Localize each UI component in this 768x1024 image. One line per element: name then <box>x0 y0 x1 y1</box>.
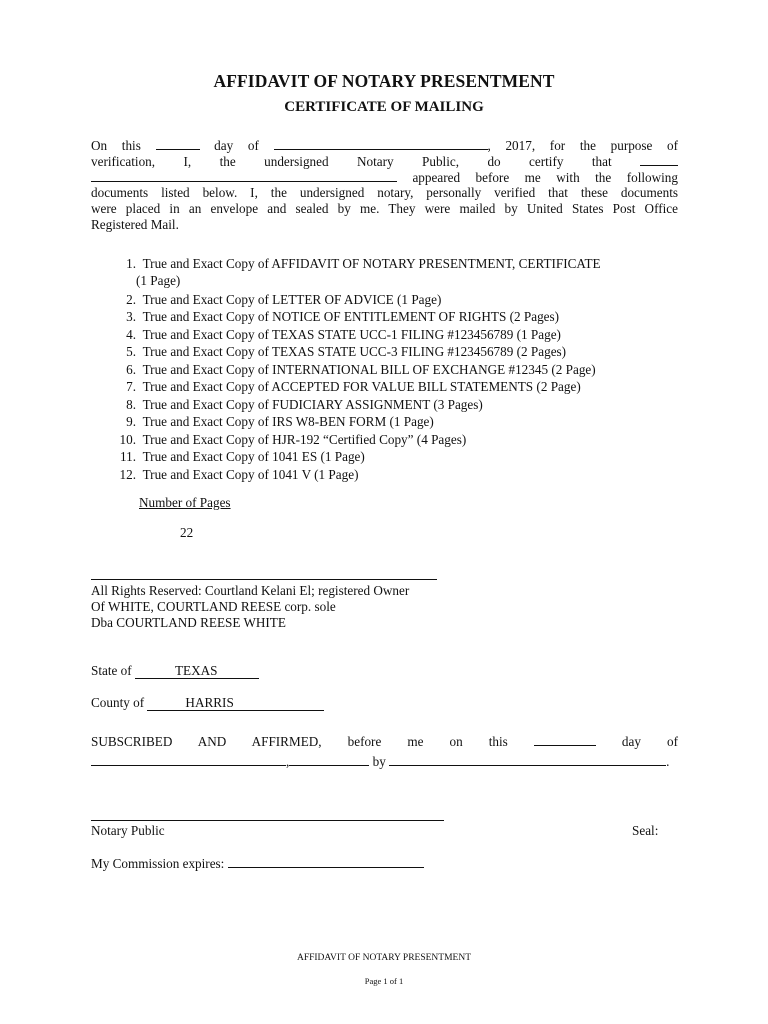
list-number: 4. <box>126 327 136 342</box>
county-row <box>91 695 324 711</box>
list-item <box>108 378 581 395</box>
intro-word: appeared <box>412 170 461 185</box>
list-number: 8. <box>126 397 136 412</box>
intro-word: that <box>591 154 612 169</box>
intro-word: for <box>549 138 566 153</box>
day-blank[interactable] <box>156 137 200 150</box>
intro-word: I, <box>183 154 192 169</box>
intro-word: undersigned <box>264 154 329 169</box>
intro-word: before <box>475 170 510 185</box>
list-item <box>108 343 566 360</box>
list-text: True and Exact Copy of ACCEPTED FOR VALUE BILL STATEMENTS (2 Page) <box>142 379 581 394</box>
subscribed-word: this <box>488 734 508 749</box>
intro-line-4: documents listed below. I, the undersigned notary, personally verified that these documents <box>91 185 678 200</box>
list-text: True and Exact Copy of NOTICE OF ENTITLEMENT OF RIGHTS (2 Pages) <box>142 309 560 324</box>
name-blank-long[interactable] <box>91 169 397 182</box>
state-value: TEXAS <box>174 663 218 678</box>
list-text: True and Exact Copy of HJR-192 “Certified Copy” (4 Pages) <box>142 432 467 447</box>
list-text: True and Exact Copy of LETTER OF ADVICE (1 Page) <box>142 292 442 307</box>
subscribed-by: by <box>372 754 386 769</box>
rights-line-2: Of WHITE, COURTLAND REESE corp. sole <box>91 599 336 614</box>
intro-word: with <box>556 170 580 185</box>
intro-word: of <box>247 138 259 153</box>
list-text: True and Exact Copy of TEXAS STATE UCC-1 FILING #123456789 (1 Page) <box>142 327 561 342</box>
intro-word: following <box>626 170 678 185</box>
intro-year: , 2017, <box>487 138 536 153</box>
list-item <box>108 361 596 378</box>
subscribed-line-1 <box>91 733 678 750</box>
list-item <box>108 255 601 272</box>
subscribed-period: . <box>666 754 670 769</box>
intro-word: day <box>214 138 234 153</box>
subscribed-comma: , <box>286 754 290 769</box>
intro-line-2 <box>91 153 678 170</box>
list-item-continuation: (1 Page) <box>136 273 181 288</box>
subscribed-word: AND <box>197 734 227 749</box>
month-blank[interactable] <box>274 137 488 150</box>
seal-label: Seal: <box>632 823 659 838</box>
list-item <box>108 308 559 325</box>
list-number: 3. <box>126 309 136 324</box>
notary-public-label: Notary Public <box>91 823 165 838</box>
intro-word: of <box>667 138 679 153</box>
subscribed-word: day <box>621 734 641 749</box>
list-item <box>108 431 466 448</box>
list-number: 12. <box>119 467 136 482</box>
intro-word: this <box>121 138 141 153</box>
intro-word: the <box>595 170 612 185</box>
intro-line-6: Registered Mail. <box>91 217 179 232</box>
intro-word: the <box>579 138 596 153</box>
name-blank-short[interactable] <box>640 153 678 166</box>
document-subtitle: CERTIFICATE OF MAILING <box>284 99 484 115</box>
list-item <box>108 448 365 465</box>
subscribed-line-2 <box>91 753 669 770</box>
list-item <box>108 291 441 308</box>
intro-word: Public, <box>422 154 460 169</box>
page-number: Page 1 of 1 <box>364 976 404 986</box>
intro-word: me <box>524 170 541 185</box>
state-row <box>91 663 259 679</box>
list-number: 10. <box>119 432 136 447</box>
intro-word: On <box>91 138 108 153</box>
county-field[interactable] <box>147 696 324 711</box>
intro-word: purpose <box>610 138 653 153</box>
intro-line-1 <box>91 137 678 154</box>
subscribed-month-blank[interactable] <box>91 753 286 766</box>
subscribed-year-blank[interactable] <box>289 753 369 766</box>
list-item <box>108 326 561 343</box>
state-field[interactable] <box>135 664 259 679</box>
list-item <box>108 466 358 483</box>
subscribed-word: on <box>449 734 463 749</box>
number-of-pages-value: 22 <box>180 525 194 540</box>
subscribed-word: before <box>347 734 382 749</box>
subscribed-word: of <box>667 734 679 749</box>
owner-signature-line[interactable] <box>91 579 437 580</box>
list-number: 7. <box>126 379 136 394</box>
list-text: True and Exact Copy of IRS W8-BEN FORM (1 Page) <box>142 414 434 429</box>
list-text: True and Exact Copy of 1041 V (1 Page) <box>142 467 359 482</box>
intro-word: do <box>487 154 501 169</box>
list-text: True and Exact Copy of AFFIDAVIT OF NOTARY PRESENTMENT, CERTIFICATE <box>142 256 601 271</box>
list-item <box>108 396 483 413</box>
subscribed-word: AFFIRMED, <box>251 734 322 749</box>
intro-word: the <box>219 154 236 169</box>
list-text: True and Exact Copy of INTERNATIONAL BILL OF EXCHANGE #12345 (2 Page) <box>142 362 596 377</box>
number-of-pages-label: Number of Pages <box>139 495 231 510</box>
county-value: HARRIS <box>185 695 234 710</box>
list-number: 5. <box>126 344 136 359</box>
intro-word: verification, <box>91 154 156 169</box>
intro-line-5: were placed in an envelope and sealed by me. They were mailed by United States Post Office <box>91 201 678 216</box>
subscribed-day-blank[interactable] <box>534 733 596 746</box>
intro-word: certify <box>529 154 564 169</box>
subscribed-word: me <box>407 734 424 749</box>
list-text: True and Exact Copy of 1041 ES (1 Page) <box>142 449 365 464</box>
list-number: 1. <box>126 256 136 271</box>
commission-label: My Commission expires: <box>91 856 225 871</box>
intro-line-3 <box>91 169 678 186</box>
subscribed-word: SUBSCRIBED <box>91 734 173 749</box>
commission-blank[interactable] <box>228 855 424 868</box>
list-text: True and Exact Copy of FUDICIARY ASSIGNMENT (3 Pages) <box>142 397 483 412</box>
rights-line-1: All Rights Reserved: Courtland Kelani El; registered Owner <box>91 583 410 598</box>
notary-signature-line[interactable] <box>91 820 444 821</box>
state-label: State of <box>91 663 132 678</box>
document-title: AFFIDAVIT OF NOTARY PRESENTMENT <box>213 71 555 91</box>
subscribed-by-blank[interactable] <box>389 753 666 766</box>
list-number: 11. <box>120 449 136 464</box>
commission-row <box>91 855 424 872</box>
footer-title: AFFIDAVIT OF NOTARY PRESENTMENT <box>296 953 472 963</box>
intro-word: Notary <box>357 154 394 169</box>
list-number: 2. <box>126 292 136 307</box>
rights-line-3: Dba COURTLAND REESE WHITE <box>91 615 286 630</box>
list-item <box>108 413 434 430</box>
list-number: 6. <box>126 362 136 377</box>
list-text: True and Exact Copy of TEXAS STATE UCC-3 FILING #123456789 (2 Pages) <box>142 344 567 359</box>
county-label: County of <box>91 695 145 710</box>
list-number: 9. <box>126 414 136 429</box>
